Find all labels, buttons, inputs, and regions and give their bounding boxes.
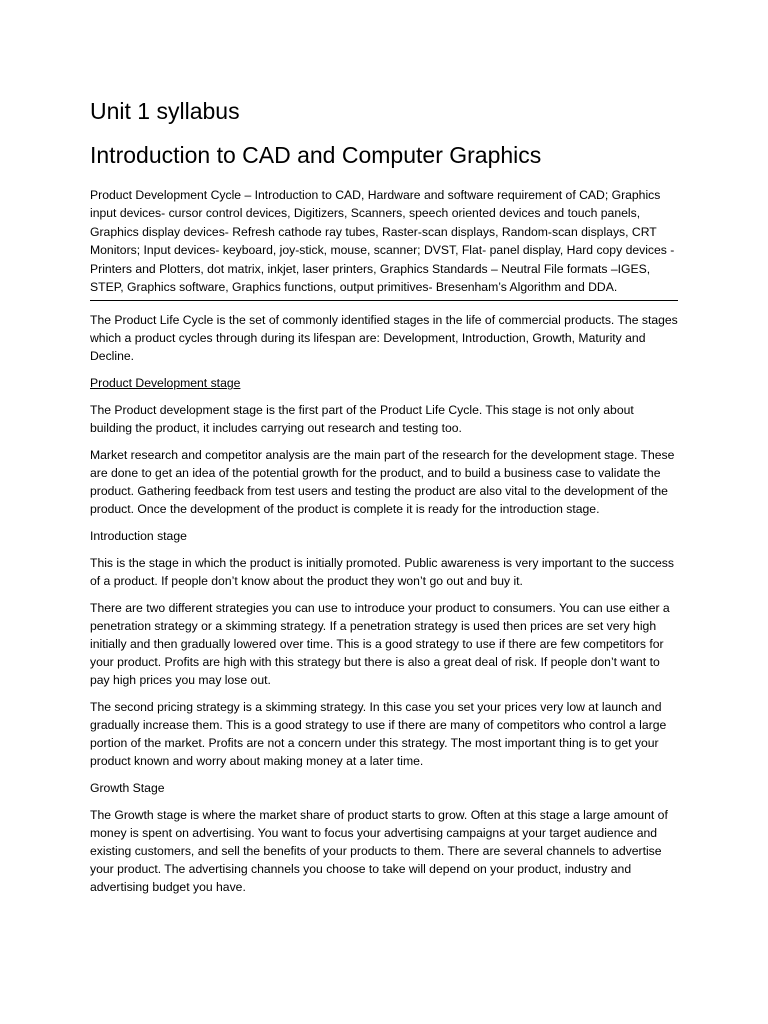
growth-stage-heading: Growth Stage — [90, 781, 165, 796]
introduction-stage-paragraph: The second pricing strategy is a skimming strategy. In this case you set your prices very low at launch and gradually increase them. This is a good strategy to use if there are many of competitors who control a large portion of the market. Profits are not a concern under this strategy. The most important thing is to get your product known and worry about making money at a later time. — [90, 700, 667, 769]
growth-stage-paragraph: The Growth stage is where the market share of product starts to grow. Often at this stage a large amount of money is spent on advertising. You want to focus your advertising campaigns at your target audience and existing customers, and sell the benefits of your products to them. There are several channels to advertise your product. The advertising channels you choose to take will depend on your product, industry and advertising budget you have. — [90, 808, 668, 895]
unit-title: Unit 1 syllabus — [90, 98, 240, 124]
product-development-heading: Product Development stage — [90, 376, 241, 391]
product-development-paragraph: The Product development stage is the first part of the Product Life Cycle. This stage is not only about building the product, it includes carrying out research and testing too. — [90, 403, 634, 436]
product-development-paragraph: Market research and competitor analysis are the main part of the research for the development stage. These are done to get an idea of the potential growth for the product, and to build a business case to validate the product. Gathering feedback from test users and testing the product are also vital to the development of the product. Once the development of the product is complete it is ready for the introduction stage. — [90, 448, 675, 517]
introduction-stage-paragraph: This is the stage in which the product is initially promoted. Public awareness is very important to the success of a product. If people don’t know about the product they won’t go out and buy it. — [90, 556, 674, 589]
introduction-stage-paragraph: There are two different strategies you can use to introduce your product to consumers. You can use either a penetration strategy or a skimming strategy. If a penetration strategy is used then prices are set very high initially and then gradually lowered over time. This is a good strategy to use if there are few competitors for your product. Profits are high with this strategy but there is also a great deal of risk. If people don’t want to pay high prices you may lose out. — [90, 601, 670, 688]
course-title: Introduction to CAD and Computer Graphics — [90, 142, 542, 168]
introduction-stage-heading: Introduction stage — [90, 529, 187, 544]
syllabus-text: Product Development Cycle – Introduction to CAD, Hardware and software requirement of CAD; Graphics input devices- cursor control devices, Digitizers, Scanners, speech oriented devices and touch panels, Graphics display devices- Refresh cathode ray tubes, Raster-scan displays, Random-scan displays, CRT Monitors; Input devices- keyboard, joy-stick, mouse, scanner; DVST, Flat- panel display, Hard copy devices - Printers and Plotters, dot matrix, inkjet, laser printers, Graphics Standards – Neutral File formats –IGES, STEP, Graphics software, Graphics functions, output primitives- Bresenham’s Algorithm and DDA. — [90, 186, 678, 301]
intro-paragraph: The Product Life Cycle is the set of commonly identified stages in the life of commercial products. The stages which a product cycles through during its lifespan are: Development, Introduction, Growth, Maturity and Decline. — [90, 313, 678, 364]
